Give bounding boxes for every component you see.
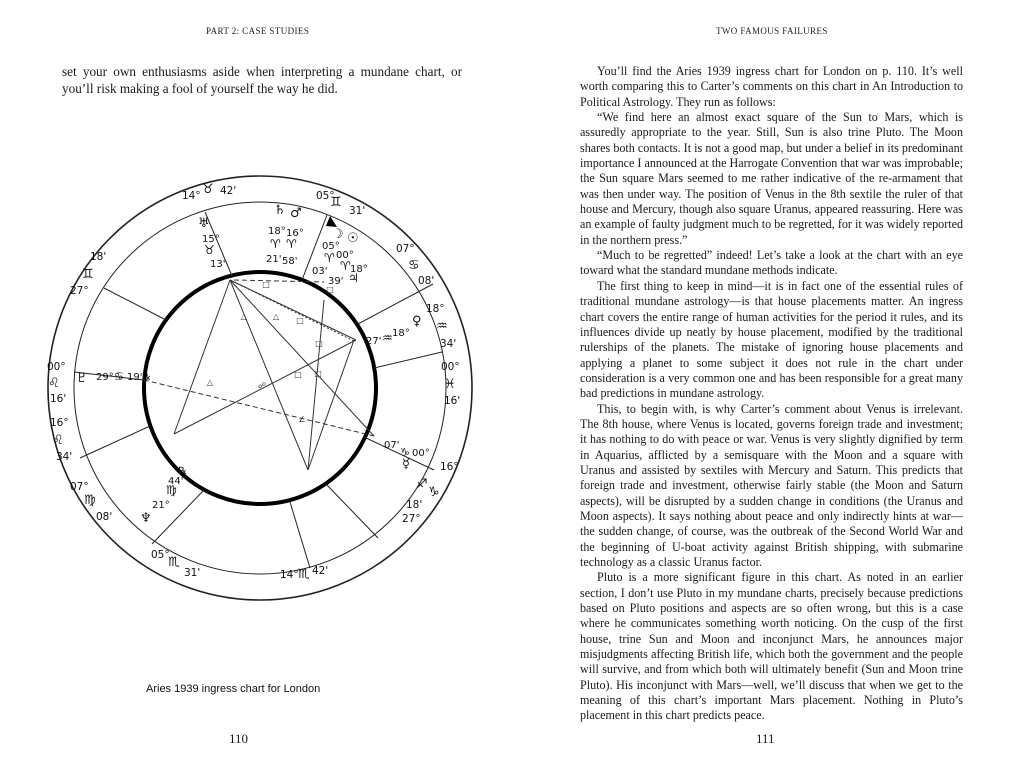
- cusp-deg: 07°: [396, 243, 415, 255]
- opposition-marker: ☍: [257, 381, 267, 390]
- cusp-deg: 07°: [70, 481, 89, 493]
- cusp-deg: 14°: [182, 190, 201, 202]
- cusp-min: 34': [440, 338, 457, 350]
- right-body-text: [580, 64, 963, 724]
- planet-min: 58': [282, 256, 298, 267]
- cusp-deg: 00°: [441, 361, 460, 373]
- planet-labels: [76, 203, 430, 526]
- retrograde-icon: ℞: [178, 466, 187, 477]
- page-number-right: 111: [756, 731, 775, 746]
- right-page: [512, 0, 1024, 768]
- left-paragraph: set your own enthusiasms aside when interpreting a mundane chart, or you’ll risk making a fool of yourself the way he did.: [62, 64, 462, 96]
- cusp-line: [290, 502, 310, 568]
- aries-icon: ♈: [324, 251, 335, 265]
- planet-deg: 15°: [202, 234, 220, 245]
- sagittarius-icon: ♐: [416, 477, 428, 492]
- planet-min: 19': [127, 372, 143, 383]
- cusp-deg: 00°: [47, 361, 66, 373]
- saturn-icon: ♄: [274, 203, 286, 218]
- paragraph: “We find here an almost exact square of the Sun to Mars, which is assuredly appropriate to the year. Still, Sun is also trine Pluto. The Moon shares both contacts. It is not a good map, but under a belief in its predominant importance I announced at the Harrogate Convention that war was improbable; the Sun square Mars seemed to me rather indicative of the re-armament that was then under way. The position of Venus in the 8th sextile the ruler of that house and Mercury, though also square Uranus, appeared reassuring. Here was an example of faulty judgment much to be regretted, for it was widely reported in the northern press.”: [580, 110, 963, 247]
- house-cusps: [74, 212, 442, 568]
- left-opening-text: [62, 64, 462, 97]
- chart-wheel: [44, 172, 476, 604]
- running-head-right: TWO FAMOUS FAILURES: [716, 26, 828, 36]
- leo-icon: ♌: [52, 433, 64, 448]
- paragraph: “Much to be regretted” indeed! Let’s take a look at the chart with an eye toward what the standard mundane methods indicate.: [580, 248, 963, 278]
- square-marker: □: [315, 339, 323, 348]
- running-head-left: PART 2: CASE STUDIES: [206, 26, 310, 36]
- planet-deg: 18°: [350, 264, 368, 275]
- paragraph: You’ll find the Aries 1939 ingress chart for London on p. 110. It’s well worth comparing this to Carter’s comments on this chart in An Introduction to Political Astrology. They run as follows:: [580, 64, 963, 109]
- planet-deg: 21°: [152, 500, 170, 511]
- aries-icon: ♈: [270, 237, 281, 251]
- chart-caption: Aries 1939 ingress chart for London: [146, 683, 321, 695]
- trine-marker: △: [206, 378, 214, 387]
- scorpio-icon: ♏: [298, 567, 310, 582]
- cusp-line: [104, 288, 166, 320]
- aquarius-icon: ♒: [382, 331, 393, 345]
- cusp-deg: 05°: [316, 190, 335, 202]
- cusp-line: [326, 484, 378, 538]
- cusp-deg: 27°: [402, 513, 421, 525]
- leo-icon: ♌: [48, 376, 60, 391]
- cusp-min: 16': [50, 393, 67, 405]
- cusp-deg: 18': [90, 251, 107, 263]
- cusp-min: 31': [184, 567, 201, 579]
- retrograde-icon: ℞: [142, 372, 151, 383]
- cusp-min: 16': [444, 395, 461, 407]
- cusp-deg: 14°: [280, 569, 299, 581]
- aries-icon: ♈: [286, 237, 297, 251]
- cancer-icon: ♋: [408, 258, 420, 273]
- cusp-min: 08': [418, 275, 435, 287]
- scorpio-icon: ♏: [168, 555, 180, 570]
- planet-min: 13': [210, 259, 226, 270]
- capricorn-icon: ♑: [400, 446, 410, 459]
- square-marker: □: [262, 280, 270, 289]
- trine-marker: △: [240, 312, 248, 321]
- mars-icon: ♂: [290, 206, 302, 221]
- aspect-lines: [144, 280, 374, 470]
- planet-min: 03': [312, 266, 328, 277]
- planet-min: 44': [168, 476, 184, 487]
- square-marker: □: [314, 369, 322, 378]
- planet-min: 00°: [412, 448, 430, 459]
- cusp-min: 42': [312, 565, 329, 577]
- planet-deg: 05°: [322, 241, 340, 252]
- virgo-icon: ♍: [166, 483, 177, 497]
- cusp-min: 27°: [70, 285, 89, 297]
- planet-deg: 16°: [286, 228, 304, 239]
- planet-deg: 07': [384, 440, 400, 451]
- semisquare-marker: ∠: [298, 415, 306, 424]
- aspect-line: [308, 300, 324, 470]
- aries-icon: ♈: [340, 259, 351, 273]
- mercury-icon: ☿: [402, 457, 410, 472]
- moon-icon: ☽: [332, 227, 344, 242]
- cusp-line: [80, 426, 150, 458]
- square-marker: □: [296, 316, 304, 325]
- cusp-deg: 16°: [440, 461, 459, 473]
- pluto-icon: ♇: [76, 371, 88, 386]
- planet-deg: 29°: [96, 372, 114, 383]
- cusp-min: 42': [220, 185, 237, 197]
- planet-deg: 00°: [336, 250, 354, 261]
- ingress-chart: [44, 172, 476, 604]
- capricorn-icon: ♑: [428, 485, 440, 500]
- aquarius-icon: ♒: [436, 319, 448, 334]
- virgo-icon: ♍: [84, 493, 96, 508]
- planet-deg: 18°: [392, 328, 410, 339]
- planet-min: 39': [328, 276, 344, 287]
- paragraph: Pluto is a more significant figure in this chart. As noted in an earlier section, I don’t use Pluto in my mundane charts, precisely because predictions based on Pluto positions and aspects are so often wrong, but this is a case where he communicates something worth noticing. On the cusp of the first house, trine Sun and Moon and inconjunct Mars, he announces major misjudgments affecting British life, which both the government and the people will survive, and from which both will ultimately benefit (Sun and Moon trine Pluto). His inconjunct with Mars—well, we’ll discuss that when we get to the meaning of this chart’s important Mars placement. Nothing in Pluto’s placement in this chart predicts peace.: [580, 570, 963, 723]
- jupiter-icon: ♃: [348, 271, 359, 285]
- cusp-line: [358, 284, 433, 324]
- planet-deg: 18°: [268, 226, 286, 237]
- page-number-left: 110: [229, 731, 249, 746]
- cusp-line: [374, 352, 442, 368]
- cancer-icon: ♋: [114, 370, 124, 383]
- planet-min: 21': [266, 254, 282, 265]
- cusp-line: [152, 490, 204, 544]
- square-marker: □: [294, 370, 302, 379]
- planet-min: 27': [366, 336, 382, 347]
- paragraph: The first thing to keep in mind—it is in fact one of the essential rules of traditional mundane astrology—is that house placements matter. An ingress chart covers the entire range of human activities for the period it rules, and its influences divide up neatly by house placement, modified by the traditional rulerships of the planets. The mistake of ignoring house placements and applying a planet to some subject it does not rule in the chart under consideration is a very common one and has been responsible for a great many bad predictions in mundane astrology.: [580, 278, 963, 401]
- cusp-deg: 18°: [426, 303, 445, 315]
- trine-marker: △: [272, 312, 280, 321]
- pisces-icon: ♓: [444, 377, 456, 392]
- taurus-icon: ♉: [204, 243, 215, 257]
- cusp-deg: 16°: [50, 417, 69, 429]
- cusp-deg: 05°: [151, 549, 170, 561]
- cusp-min: 08': [96, 511, 113, 523]
- aspect-line-dotted: [230, 280, 356, 342]
- taurus-icon: ♉: [202, 182, 214, 197]
- uranus-icon: ♅: [198, 216, 210, 231]
- aspect-line: [230, 280, 374, 436]
- aspect-line-dashed: [234, 280, 324, 282]
- paragraph: This, to begin with, is why Carter’s comment about Venus is irrelevant. The 8th house, where Venus is located, governs foreign trade and investment; it has nothing to do with peace or war. Venus is very slightly dignified by term in Aquarius, afflicted by a semisquare with the Moon and a square with Uranus and assisted by sextiles with Mercury and Saturn. This predicts that foreign trade and investment, otherwise fairly stable (the Moon and Saturn aspects), will be disrupted by a sudden change in conditions (the Uranus and Moon aspects). It says nothing about peace and only indirectly hints at war—the sudden change, of course, was the outbreak of the Second World War and the beginning of U-boat activity against British shipping, with submarine technology as a classic Uranus factor.: [580, 401, 963, 569]
- venus-icon: ♀: [412, 314, 422, 329]
- cusp-min: 18': [406, 499, 423, 511]
- cusp-min: 31': [349, 205, 366, 217]
- neptune-icon: ♆: [140, 511, 152, 526]
- cusp-min: 34': [56, 451, 73, 463]
- gemini-icon: ♊: [82, 267, 94, 282]
- aspect-line: [308, 340, 354, 470]
- gemini-icon: ♊: [330, 195, 342, 210]
- square-marker: □: [326, 285, 334, 294]
- sun-icon: ☉: [347, 231, 359, 246]
